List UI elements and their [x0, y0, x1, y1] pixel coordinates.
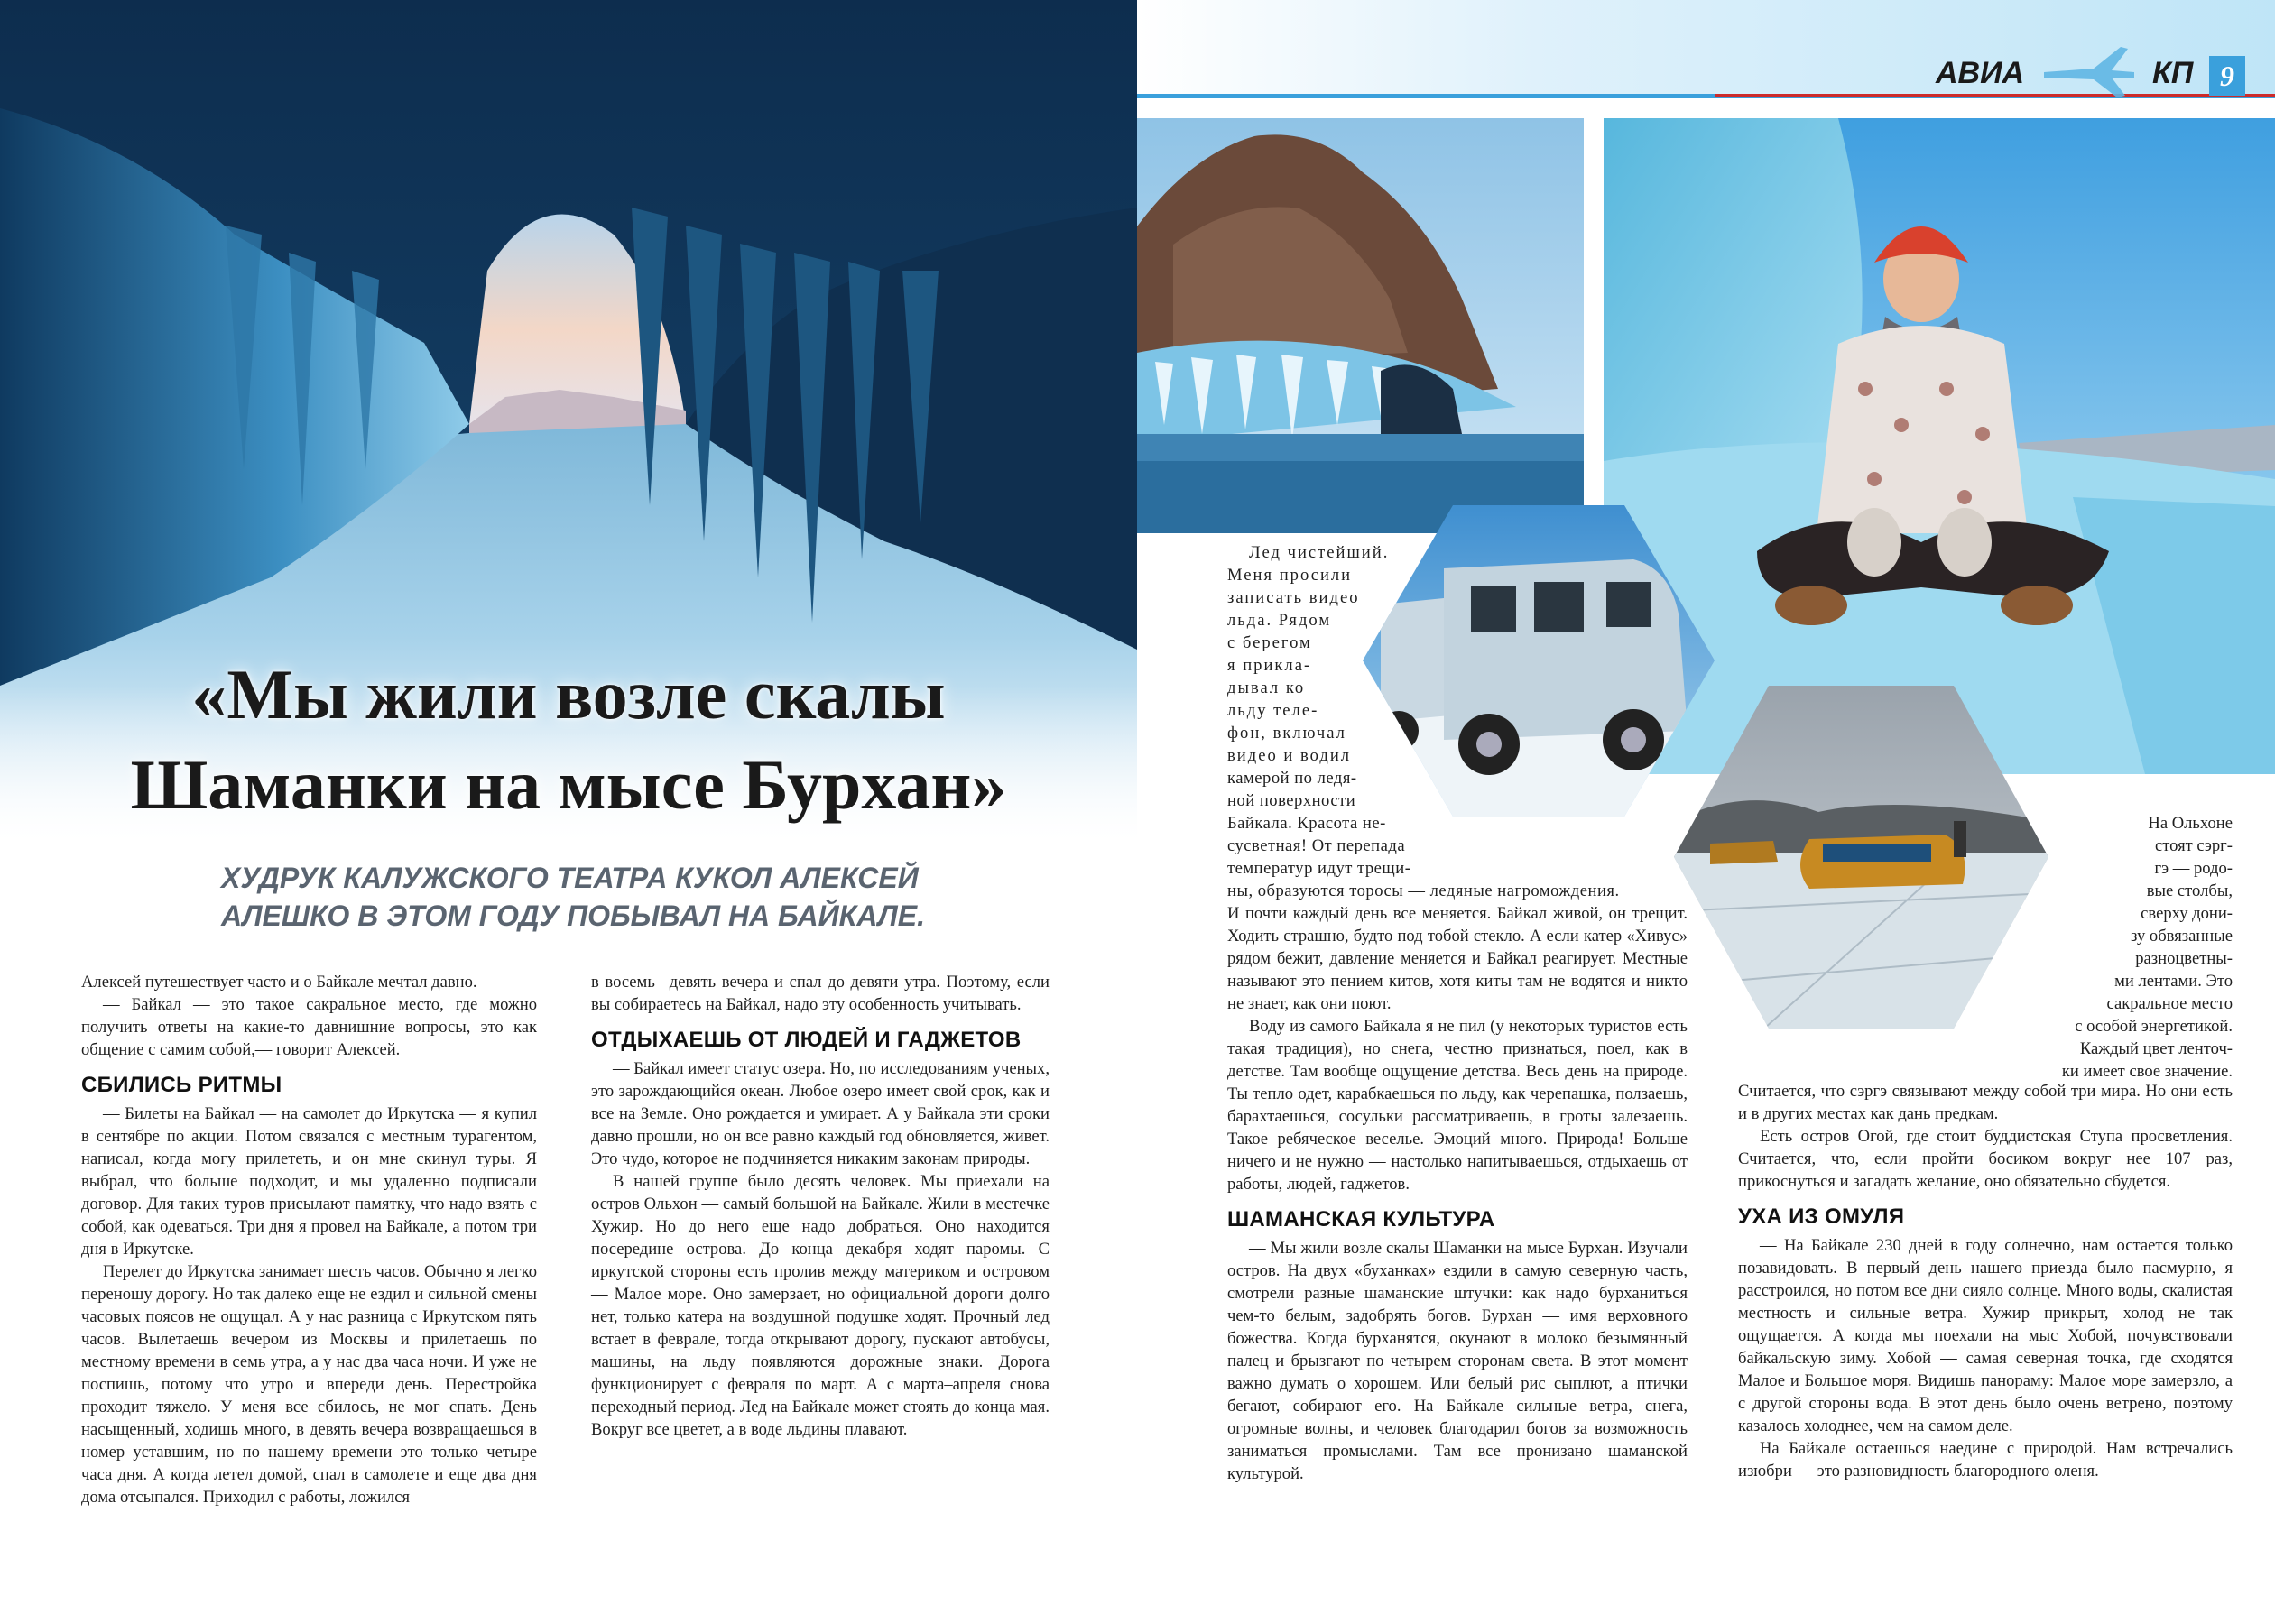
paragraph: Есть остров Огой, где стоит буддистская Ступа просветления. Считается, что, если пройти босиком вокруг нее 107 раз, прикоснуться и загадать желание, оно обязательно сбудется. — [1738, 1127, 2233, 1191]
text-line: с особой энергетикой. — [2075, 1017, 2233, 1036]
section-heading: ОТДЫХАЕШЬ ОТ ЛЮДЕЙ И ГАДЖЕТОВ — [591, 1028, 1022, 1052]
headline-line-2: Шаманки на мысе Бурхан» — [130, 745, 1007, 824]
airplane-icon — [2039, 36, 2139, 99]
subtitle-line-1: ХУДРУК КАЛУЖСКОГО ТЕАТРА КУКОЛ АЛЕКСЕЙ — [221, 862, 919, 894]
article-subtitle — [221, 859, 1033, 935]
paragraph: И почти каждый день все меняется. Байкал живой, он трещит. Ходить страшно, будто под тобой стекло. А если катер «Хивус» рядом бежит, давление меняется и Байкал реагирует. Местные называют это пением китов, хотя киты там не водятся и никто не знает, как они поют. — [1227, 904, 1688, 1013]
text-line: зу обвязанные — [2131, 927, 2233, 946]
text-line: я прикла- — [1227, 656, 1312, 675]
text-line: стоят сэрг- — [2155, 836, 2233, 855]
text-line: фон, включал — [1227, 724, 1346, 743]
text-line: ми лентами. Это — [2114, 972, 2233, 991]
text-line: гэ — родо- — [2154, 859, 2233, 878]
text-line: ны, образуются торосы — ледяные нагромождения. — [1227, 881, 1620, 900]
text-line: льду теле- — [1227, 701, 1319, 720]
text-line: Байкала. Красота не- — [1227, 814, 1386, 833]
paragraph: В нашей группе было десять человек. Мы приехали на остров Ольхон — самый большой на Байкале. Жили в местечке Хужир. Но до него еще надо добраться. Оно находится посередине острова. До конца декабря ходят паромы. С иркутской стороны есть пролив между материком и островом — Малое море. Оно замерзает, но официальной дороги долго нет, только катера на воздушной подушке ходят. Прочный лед встает в феврале, тогда открывают дорогу, пускают автобусы, машины, на льду появляются дорожные знаки. Дорога функционирует с февраля по март. А с марта–апреля снова переходный период. Лед на Байкале может стоять до конца мая. Вокруг все цветет, а в воде льдины плавают. — [591, 1172, 1050, 1439]
brand-kp: КП — [2152, 56, 2194, 90]
paragraph: — Билеты на Байкал — на самолет до Иркутска — я купил в сентябре по акции. Потом связался с местным турагентом, написал, когда могу прилететь, и он мне скинул туры. Я выбрал, что больше подходит, и мы удаленно подписали договор. Для таких туров присылают памятку, что надо взять с собой, как одеваться. Три дня я провел на Байкале, а потом три дня в Иркутске. — [81, 1104, 537, 1259]
section-heading: СБИЛИСЬ РИТМЫ — [81, 1073, 282, 1097]
text-line: ки имеет свое значение. — [2061, 1062, 2233, 1081]
right-page — [1137, 0, 2275, 1624]
text-line: записать видео — [1227, 588, 1360, 607]
text-line: Каждый цвет ленточ- — [2079, 1039, 2233, 1058]
paragraph: — На Байкале 230 дней в году солнечно, нам остается только позавидовать. В первый день нашего приезда было пасмурно, я расстроился, но потом все дни сияло солнце. Много воды, скалистая местность и сильные ветра. Хужир прикрыт, холод не так ощущается. А когда мы поехали на мыс Хобой, почувствовали байкальскую зиму. Хобой — самая северная точка, где сходятся Малое и Большое моря. Видишь панораму: Малое море замерзло, а с другой стороны вода. В этот день было очень ветрено, поэтому казалось холоднее, чем на самом деле. — [1738, 1236, 2233, 1435]
paragraph: — Мы жили возле скалы Шаманки на мысе Бурхан. Изучали остров. На двух «буханках» ездили в самую северную часть, смотрели разные шаманские штучки: как надо бурханиться чем-то белым, задобрять богов. Бурхан — имя верховного божества. Когда бурханятся, окунают в молоко безымянный палец и брызгают по четырем сторонам света. В этот момент важно думать о хорошем. Или белый рис сыплют, а птички бегают, собирают его. На Байкале сильные ветра, снега, огромные волны, и человек благодарил богов за возможность заниматься промыслами. Там все пронизано шаманской культурой. — [1227, 1239, 1688, 1483]
text-line: Меня просили — [1227, 566, 1353, 585]
left-page — [0, 0, 1137, 1624]
ice-rock-photo — [1137, 118, 1584, 533]
paragraph: На Байкале остаешься наедине с природой. Нам встречались изюбри — это разновидность благородного оленя. — [1738, 1439, 2233, 1481]
header-rule-red — [1715, 94, 2275, 97]
text-line: сверху дони- — [2141, 904, 2233, 923]
text-line: разноцветны- — [2135, 949, 2233, 968]
paragraph: Алексей путешествует часто и о Байкале мечтал давно. — [81, 973, 477, 992]
text-line: сакральное место — [2106, 994, 2233, 1013]
text-column-2 — [591, 971, 1050, 1441]
paragraph: — Байкал имеет статус озера. Но, по исследованиям ученых, это зарождающийся океан. Любое озеро имеет свой срок, как и все на Земле. Оно рождается и умирает. А у Байкала эти сроки давно прошли, но он все равно каждый год обновляется, живет. Это чудо, которое не подчиняется никаким законам природы. — [591, 1059, 1050, 1168]
paragraph: Воду из самого Байкала я не пил (у некоторых туристов есть такая традиция), но снега, честно признаться, поел, как в детстве. Там вообще ощущение детства. Весь день на природе. Ты тепло одет, карабкаешься по льду, как черепашка, ползаешь, барахтаешься, сосульки рассматриваешь, в гроты залезаешь. Такое ребяческое веселье. Эмоций много. Природа! Больше ничего и не нужно — настолько напитываешься, отдыхаешь от работы, людей, гаджетов. — [1227, 1017, 1688, 1194]
text-column-3-wrap — [1227, 541, 1679, 902]
brand-avia: АВИА — [1936, 56, 2025, 90]
text-column-1 — [81, 971, 537, 1509]
text-line: видео и водил — [1227, 746, 1352, 765]
text-line: ной поверхности — [1227, 791, 1356, 810]
article-headline — [54, 650, 1083, 830]
paragraph: — Байкал — это такое сакральное место, где можно получить ответы на какие-то давнишние вопросы, это как общение с самим собой,— говорит Алексей. — [81, 995, 537, 1059]
page-number: 9 — [2209, 56, 2245, 96]
headline-line-1: «Мы жили возле скалы — [191, 655, 946, 734]
text-line: с берегом — [1227, 633, 1312, 652]
text-line: Лед чистейший. — [1249, 543, 1390, 562]
text-line: камерой по ледя- — [1227, 769, 1357, 788]
section-heading: ШАМАНСКАЯ КУЛЬТУРА — [1227, 1207, 1495, 1232]
paragraph: Считается, что сэргэ связывают между собой три мира. Но они есть и в других местах как дань предкам. — [1738, 1082, 2233, 1123]
text-line: льда. Рядом — [1227, 611, 1332, 630]
paragraph: в восемь– девять вечера и спал до девяти утра. Поэтому, если вы собираетесь на Байкал, надо эту особенность учитывать. — [591, 973, 1050, 1014]
text-line: На Ольхоне — [2148, 814, 2233, 833]
text-column-4-wrap — [1877, 812, 2233, 1083]
text-column-4 — [1738, 1080, 2233, 1482]
text-line: сусветная! От перепада — [1227, 836, 1406, 855]
text-line: дывал ко — [1227, 678, 1306, 697]
paragraph: Перелет до Иркутска занимает шесть часов. Обычно я легко переношу дорогу. Но так далеко еще не ездил и сильной смены часовых поясов не ощущал. А у нас разница с Иркутском пять часов. Вылетаешь вечером из Москвы и прилетаешь по местному времени в семь утра, а у нас два часа ночи. И уже не поспишь, потому что утро и впереди день. Перестройка проходит тяжело. У меня все сбилось, не мог спать. День насыщенный, ходишь много, в девять вечера возвращаешься в номер уставшим, но по нашему времени это только четыре часа дня. А когда летел домой, спал в самолете и еще два дня дома отсыпался. Приходил с работы, ложился — [81, 1262, 537, 1507]
text-line: температур идут трещи- — [1227, 859, 1411, 878]
text-column-3 — [1227, 902, 1688, 1485]
subtitle-line-2: АЛЕШКО В ЭТОМ ГОДУ ПОБЫВАЛ НА БАЙКАЛЕ. — [221, 900, 925, 932]
text-line: вые столбы, — [2146, 881, 2233, 900]
section-heading: УХА ИЗ ОМУЛЯ — [1738, 1204, 1905, 1229]
